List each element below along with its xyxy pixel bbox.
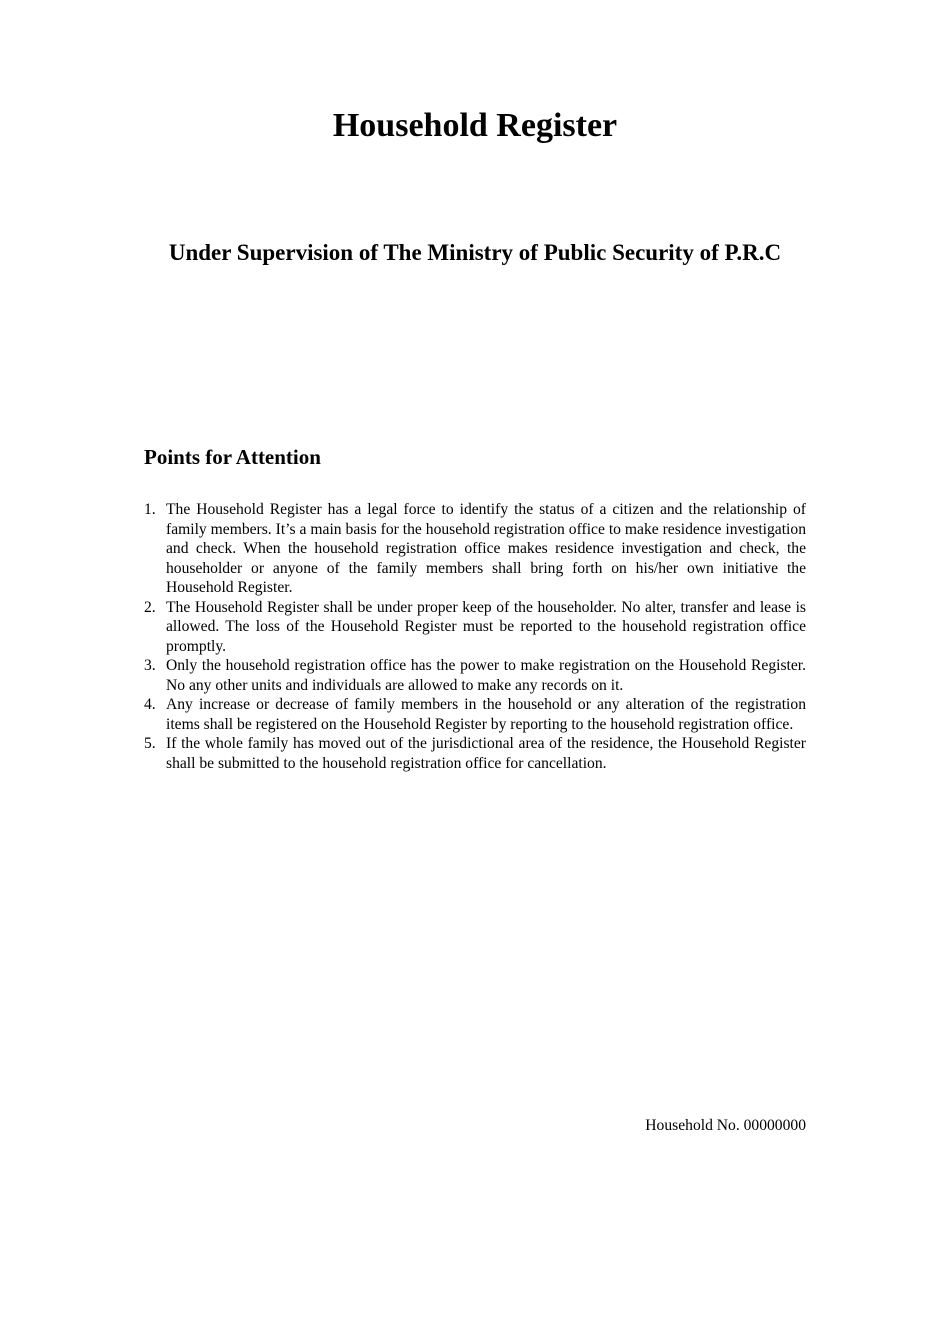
point-number: 5. xyxy=(144,735,156,752)
point-item xyxy=(144,734,806,773)
point-number: 3. xyxy=(144,657,156,674)
section-heading-points-for-attention: Points for Attention xyxy=(144,445,321,469)
point-text: If the whole family has moved out of the jurisdictional area of the residence, the Household Register shall be submitted to the household registration office for cancellation. xyxy=(166,735,806,772)
point-text: Any increase or decrease of family members in the household or any alteration of the registration items shall be registered on the Household Register by reporting to the household registration office. xyxy=(166,696,806,733)
points-list xyxy=(144,500,806,773)
point-text: Only the household registration office has the power to make registration on the Household Register. No any other units and individuals are allowed to make any records on it. xyxy=(166,657,806,694)
point-number: 4. xyxy=(144,696,156,713)
point-item xyxy=(144,656,806,695)
point-item xyxy=(144,500,806,598)
point-number: 2. xyxy=(144,598,156,616)
point-number: 1. xyxy=(144,501,156,518)
document-subtitle: Under Supervision of The Ministry of Public Security of P.R.C xyxy=(168,240,782,265)
point-text: The Household Register has a legal force to identify the status of a citizen and the relationship of family members. It’s a main basis for the household registration office to make residence investigation and check. When the household registration office makes residence investigation and check, the householder or anyone of the family members shall bring forth on his/her own initiative the Household Register. xyxy=(166,501,806,596)
document-title: Household Register xyxy=(332,107,618,144)
household-number: Household No. 00000000 xyxy=(645,1117,806,1134)
point-item xyxy=(144,695,806,734)
point-text: The Household Register shall be under proper keep of the householder. No alter, transfer and lease is allowed. The loss of the Household Register must be reported to the household registration office promptly. xyxy=(166,598,806,655)
point-item xyxy=(144,598,806,657)
